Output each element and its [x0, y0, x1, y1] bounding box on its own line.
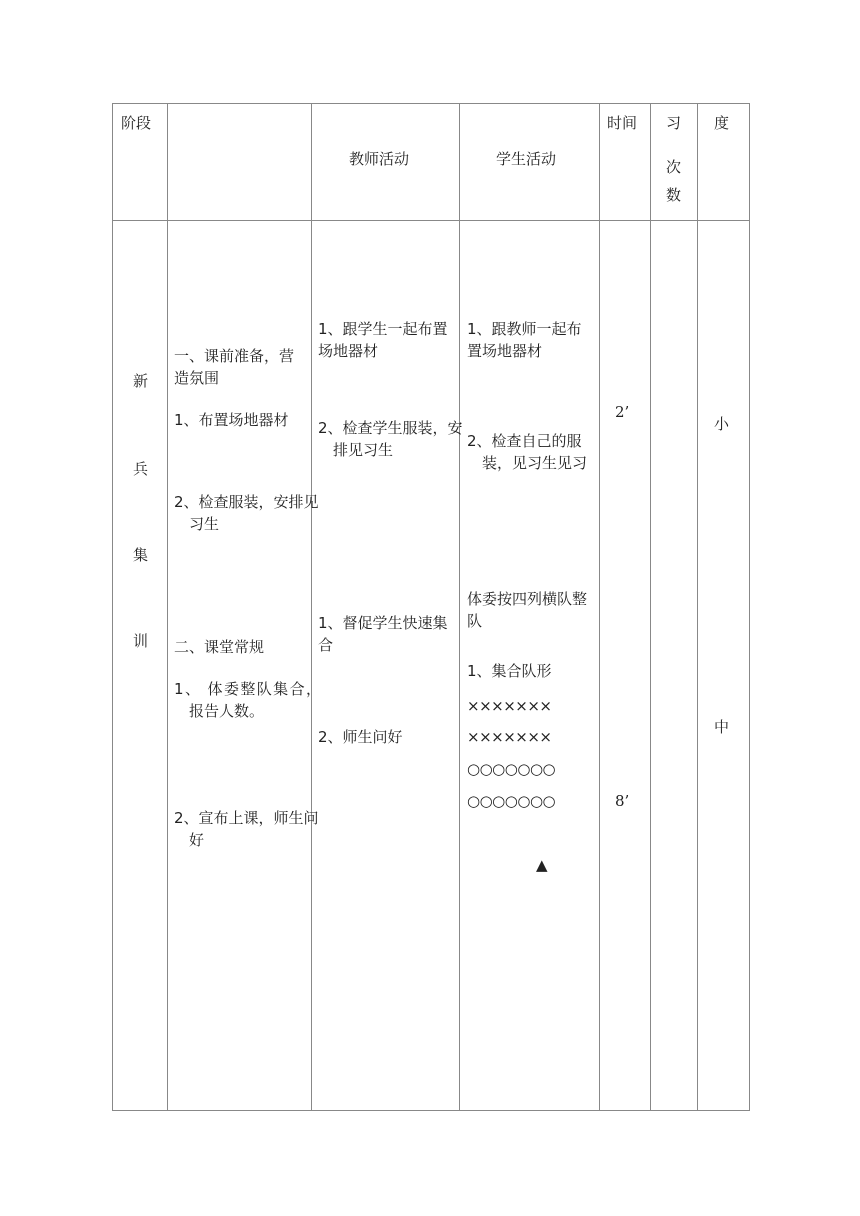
column-divider [650, 104, 651, 1110]
time-value: 8’ [615, 792, 630, 810]
teacher-position-marker: ▲ [536, 856, 548, 874]
header-time: 时间 [607, 114, 638, 132]
formation-row: ××××××× [467, 728, 552, 746]
stage-char: 训 [133, 632, 149, 650]
header-divider [113, 220, 749, 221]
teacher-item4: 2、师生问好 [318, 728, 403, 746]
header-practice-count-3: 数 [666, 186, 682, 204]
intensity-value: 小 [714, 415, 730, 433]
stage-char: 集 [133, 546, 149, 564]
section2-item2: 2、宣布上课，师生问好 [174, 809, 319, 849]
student-item1: 1、跟教师一起布置场地器材 [467, 320, 582, 360]
section2-item1: 1、 体委整队集合，报告人数。 [174, 680, 321, 720]
stage-char: 兵 [133, 460, 149, 478]
lesson-plan-table [112, 103, 750, 1111]
formation-row: ○○○○○○○ [467, 760, 556, 778]
column-divider [599, 104, 600, 1110]
header-teacher-activity: 教师活动 [349, 150, 410, 168]
intensity-value: 中 [714, 718, 730, 736]
header-practice-count-1: 习 [666, 114, 682, 132]
teacher-item3: 1、督促学生快速集合 [318, 614, 448, 654]
header-student-activity: 学生活动 [496, 150, 557, 168]
section1-title: 一、课前准备，营造氛围 [174, 347, 295, 387]
column-divider [459, 104, 460, 1110]
formation-row: ××××××× [467, 697, 552, 715]
formation-row: ○○○○○○○ [467, 792, 556, 810]
student-item3: 体委按四列横队整队 [467, 590, 588, 630]
header-practice-count-2: 次 [666, 158, 682, 176]
student-item4: 1、集合队形 [467, 662, 552, 680]
column-divider [697, 104, 698, 1110]
teacher-item1: 1、跟学生一起布置场地器材 [318, 320, 448, 360]
section1-item1: 1、布置场地器材 [174, 411, 289, 429]
column-divider [167, 104, 168, 1110]
section2-title: 二、课堂常规 [174, 638, 265, 656]
teacher-item2: 2、检查学生服装，安排见习生 [318, 419, 463, 459]
stage-char: 新 [133, 372, 149, 390]
column-divider [311, 104, 312, 1110]
section1-item2: 2、检查服装，安排见习生 [174, 493, 319, 533]
time-value: 2’ [615, 403, 630, 421]
student-item2: 2、检查自己的服装，见习生见习 [467, 432, 588, 472]
header-intensity: 度 [714, 114, 730, 132]
header-stage: 阶段 [121, 114, 152, 132]
